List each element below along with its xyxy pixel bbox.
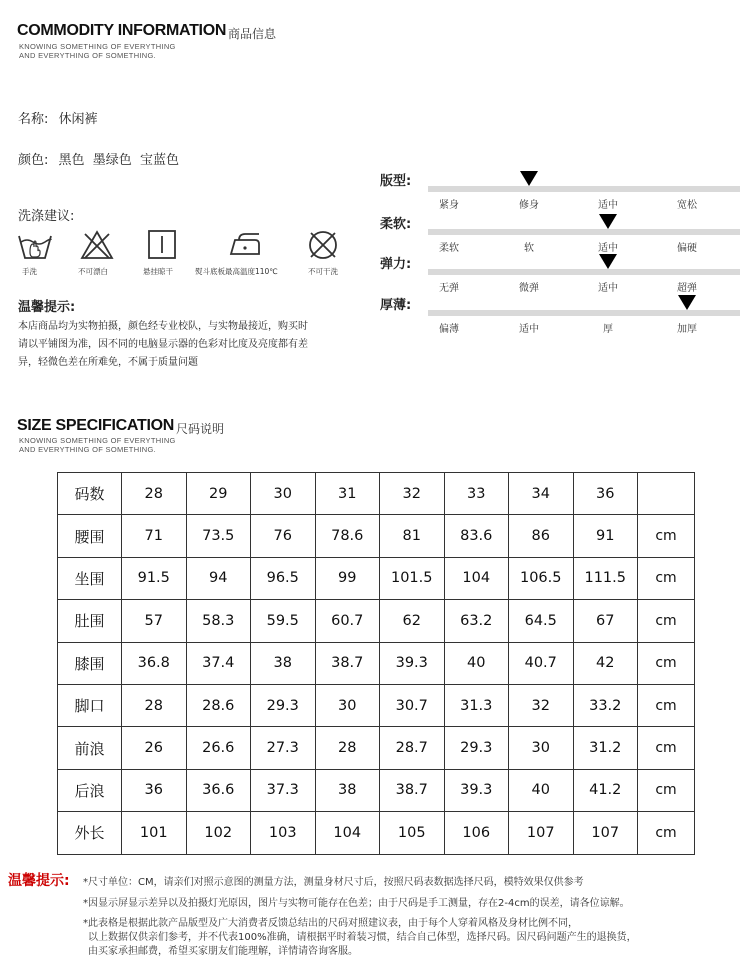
gauge-marker-icon <box>520 171 538 186</box>
size-header-cell: 32 <box>380 473 445 515</box>
table-cell: 29.3 <box>444 727 509 769</box>
gauge-label: 微弹 <box>519 283 539 294</box>
gauge-label: 紧身 <box>439 200 459 211</box>
gauge-label: 适中 <box>598 243 618 254</box>
footer-line-4: 以上数据仅供亲们参考，并不代表100%准确，请根据平时着装习惯，结合自己体型，选择尺码。因尺码问题产生的退换货， <box>88 932 637 943</box>
table-row <box>58 642 695 684</box>
table-cell: 30.7 <box>380 684 445 726</box>
table-cell: 101.5 <box>380 557 445 599</box>
gauge-marker-icon <box>678 295 696 310</box>
notice-line-3: 异，轻微色差在所难免，不属于质量问题 <box>18 357 198 368</box>
table-row <box>58 600 695 642</box>
table-cell: 28.7 <box>380 727 445 769</box>
footer-line-2: *因显示屏显示差异以及拍摄灯光原因，图片与实物可能存在色差；由于尺码是手工测量，存在2-4cm的误差，请各位谅解。 <box>83 898 630 909</box>
table-cell: 31.2 <box>573 727 638 769</box>
gauge-label: 偏薄 <box>439 324 459 335</box>
gauge-bar-1 <box>428 229 740 235</box>
table-cell: 105 <box>380 812 445 854</box>
color-label: 颜色: <box>18 153 49 168</box>
size-table <box>57 472 695 855</box>
gauge-marker-icon <box>599 254 617 269</box>
table-cell: 104 <box>315 812 380 854</box>
gauge-bar-2 <box>428 269 740 275</box>
table-cell: 28 <box>315 727 380 769</box>
gauge-bar-0 <box>428 186 740 192</box>
table-cell: 37.3 <box>251 769 316 811</box>
name-row <box>18 108 98 127</box>
gauge-label: 适中 <box>598 200 618 211</box>
gauge-label: 无弹 <box>439 283 459 294</box>
color-value: 黑色 墨绿色 宝蓝色 <box>58 153 180 168</box>
table-cell: 94 <box>186 557 251 599</box>
footer-line-5: 由买家承担邮费，希望买家朋友们能理解，详情请咨询客服。 <box>88 946 358 957</box>
unit-cell: cm <box>638 684 695 726</box>
unit-cell: cm <box>638 642 695 684</box>
table-cell: 91.5 <box>122 557 187 599</box>
name-value: 休闲裤 <box>58 112 98 127</box>
size-header-empty <box>638 473 695 515</box>
table-cell: 27.3 <box>251 727 316 769</box>
commodity-title: COMMODITY INFORMATION <box>17 22 227 39</box>
commodity-title-cn: 商品信息 <box>228 27 277 41</box>
table-cell: 101 <box>122 812 187 854</box>
no-dry-clean-icon <box>300 228 346 266</box>
table-cell: 38.7 <box>315 642 380 684</box>
table-row <box>58 812 695 854</box>
name-label: 名称: <box>18 112 49 127</box>
table-cell: 38 <box>315 769 380 811</box>
gauge-label: 柔软 <box>439 243 459 254</box>
table-cell: 106.5 <box>509 557 574 599</box>
gauge-marker-icon <box>599 214 617 229</box>
commodity-subtitle-2: AND EVERYTHING OF SOMETHING. <box>19 51 157 60</box>
table-cell: 26.6 <box>186 727 251 769</box>
gauge-label: 适中 <box>519 324 539 335</box>
hang-dry-icon <box>139 228 185 266</box>
gauge-title-3: 厚薄: <box>380 298 412 313</box>
table-cell: 60.7 <box>315 600 380 642</box>
size-spec-title-cn: 尺码说明 <box>176 422 225 436</box>
care-label-hang-dry: 悬挂晾干 <box>143 267 173 276</box>
gauge-label: 超弹 <box>677 283 697 294</box>
unit-cell: cm <box>638 557 695 599</box>
table-cell: 40.7 <box>509 642 574 684</box>
gauge-title-0: 版型: <box>380 174 412 189</box>
unit-cell: cm <box>638 769 695 811</box>
table-cell: 38.7 <box>380 769 445 811</box>
row-label: 膝围 <box>58 642 122 684</box>
care-label-hand-wash: 手洗 <box>22 267 37 276</box>
unit-cell: cm <box>638 515 695 557</box>
notice-line-2: 请以平铺图为准，因不同的电脑显示器的色彩对比度及亮度都有差 <box>18 339 308 350</box>
gauge-title-1: 柔软: <box>380 217 412 232</box>
care-label-no-bleach: 不可漂白 <box>78 267 108 276</box>
notice-text <box>18 318 363 372</box>
table-cell: 81 <box>380 515 445 557</box>
table-cell: 58.3 <box>186 600 251 642</box>
row-label: 腰围 <box>58 515 122 557</box>
size-header-cell: 30 <box>251 473 316 515</box>
gauge-label: 适中 <box>598 283 618 294</box>
gauge-bar-3 <box>428 310 740 316</box>
table-cell: 39.3 <box>444 769 509 811</box>
table-cell: 40 <box>509 769 574 811</box>
table-cell: 91 <box>573 515 638 557</box>
size-header-cell: 31 <box>315 473 380 515</box>
row-label: 脚口 <box>58 684 122 726</box>
gauge-label: 加厚 <box>677 324 697 335</box>
row-label: 坐围 <box>58 557 122 599</box>
table-cell: 102 <box>186 812 251 854</box>
table-cell: 76 <box>251 515 316 557</box>
table-cell: 62 <box>380 600 445 642</box>
iron-icon <box>222 228 268 266</box>
table-cell: 104 <box>444 557 509 599</box>
table-cell: 36 <box>122 769 187 811</box>
table-cell: 36.6 <box>186 769 251 811</box>
gauge-label: 宽松 <box>677 200 697 211</box>
table-cell: 103 <box>251 812 316 854</box>
unit-cell: cm <box>638 812 695 854</box>
table-cell: 28.6 <box>186 684 251 726</box>
table-cell: 32 <box>509 684 574 726</box>
size-spec-subtitle-1: KNOWING SOMETHING OF EVERYTHING <box>19 436 176 445</box>
row-label: 前浪 <box>58 727 122 769</box>
footer-warning-title: 温馨提示: <box>8 873 70 889</box>
size-header-label: 码数 <box>58 473 122 515</box>
table-cell: 30 <box>509 727 574 769</box>
table-cell: 42 <box>573 642 638 684</box>
table-cell: 37.4 <box>186 642 251 684</box>
gauge-label: 偏硬 <box>677 243 697 254</box>
hand-wash-icon <box>12 228 58 266</box>
row-label: 后浪 <box>58 769 122 811</box>
table-cell: 73.5 <box>186 515 251 557</box>
table-cell: 29.3 <box>251 684 316 726</box>
table-header-row <box>58 473 695 515</box>
table-cell: 107 <box>573 812 638 854</box>
table-cell: 106 <box>444 812 509 854</box>
table-cell: 39.3 <box>380 642 445 684</box>
table-cell: 86 <box>509 515 574 557</box>
care-label-iron: 熨斗底板最高温度110℃ <box>195 267 278 276</box>
row-label: 肚围 <box>58 600 122 642</box>
gauge-label: 厚 <box>603 324 613 335</box>
size-header-cell: 28 <box>122 473 187 515</box>
table-cell: 63.2 <box>444 600 509 642</box>
footer-line-3: *此表格是根据此款产品版型及广大消费者反馈总结出的尺码对照建议表，由于每个人穿着风格及身材比例不同， <box>83 918 578 929</box>
size-header-cell: 34 <box>509 473 574 515</box>
table-row <box>58 515 695 557</box>
footer-line-1: *尺寸单位：CM，请亲们对照示意图的测量方法，测量身材尺寸后，按照尺码表数据选择尺码，模特效果仅供参考 <box>83 877 584 888</box>
table-cell: 59.5 <box>251 600 316 642</box>
table-cell: 33.2 <box>573 684 638 726</box>
table-cell: 96.5 <box>251 557 316 599</box>
table-cell: 41.2 <box>573 769 638 811</box>
care-title: 洗涤建议: <box>18 209 75 224</box>
table-row <box>58 727 695 769</box>
care-label-no-dry-clean: 不可干洗 <box>308 267 338 276</box>
table-row <box>58 557 695 599</box>
commodity-subtitle-1: KNOWING SOMETHING OF EVERYTHING <box>19 42 176 51</box>
table-cell: 26 <box>122 727 187 769</box>
notice-line-1: 本店商品均为实物拍摄，颜色经专业校队，与实物最接近，购买时 <box>18 321 308 332</box>
table-cell: 31.3 <box>444 684 509 726</box>
table-cell: 107 <box>509 812 574 854</box>
table-cell: 30 <box>315 684 380 726</box>
table-row <box>58 769 695 811</box>
unit-cell: cm <box>638 727 695 769</box>
table-cell: 78.6 <box>315 515 380 557</box>
size-spec-subtitle-2: AND EVERYTHING OF SOMETHING. <box>19 445 157 454</box>
size-header-cell: 33 <box>444 473 509 515</box>
table-cell: 57 <box>122 600 187 642</box>
size-spec-title: SIZE SPECIFICATION <box>17 417 174 434</box>
size-header-cell: 36 <box>573 473 638 515</box>
table-cell: 111.5 <box>573 557 638 599</box>
unit-cell: cm <box>638 600 695 642</box>
notice-title: 温馨提示: <box>18 300 76 315</box>
table-cell: 71 <box>122 515 187 557</box>
row-label: 外长 <box>58 812 122 854</box>
table-cell: 83.6 <box>444 515 509 557</box>
table-cell: 38 <box>251 642 316 684</box>
color-row <box>18 149 179 168</box>
gauge-title-2: 弹力: <box>380 257 412 272</box>
table-cell: 36.8 <box>122 642 187 684</box>
table-cell: 64.5 <box>509 600 574 642</box>
table-row <box>58 684 695 726</box>
no-bleach-icon <box>74 228 120 266</box>
table-cell: 99 <box>315 557 380 599</box>
table-cell: 67 <box>573 600 638 642</box>
table-cell: 40 <box>444 642 509 684</box>
gauge-label: 软 <box>524 243 534 254</box>
table-cell: 28 <box>122 684 187 726</box>
gauge-label: 修身 <box>519 200 539 211</box>
size-header-cell: 29 <box>186 473 251 515</box>
